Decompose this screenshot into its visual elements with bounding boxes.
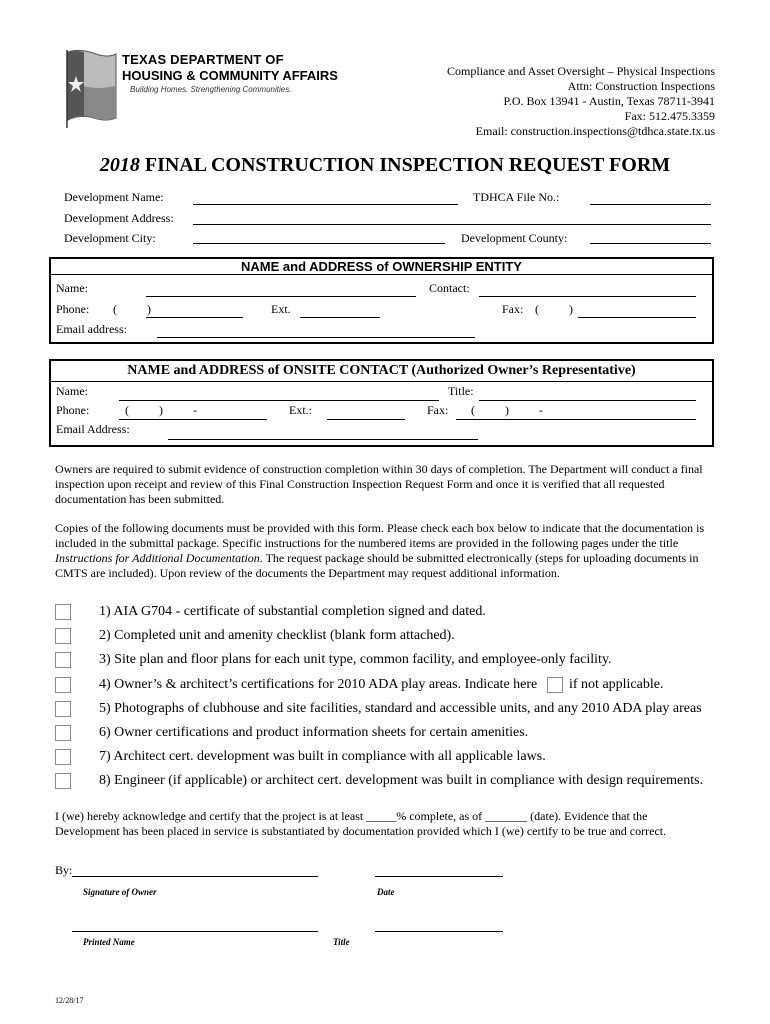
item-2-checkbox[interactable] xyxy=(55,628,71,644)
dev-address-field[interactable] xyxy=(193,224,711,225)
file-no-field[interactable] xyxy=(590,204,711,205)
item-5-checkbox[interactable] xyxy=(55,701,71,717)
onsite-fax-area: ( ) - xyxy=(471,403,543,417)
form-year: 2018 xyxy=(99,154,140,176)
signature-caption: Signature of Owner xyxy=(83,887,157,897)
form-title xyxy=(0,154,770,177)
onsite-fax-label: Fax: xyxy=(427,403,449,417)
signature-date-field[interactable] xyxy=(375,876,503,877)
dev-name-field[interactable] xyxy=(193,204,458,205)
onsite-name-label: Name: xyxy=(56,384,88,398)
owner-email-label: Email address: xyxy=(56,322,127,336)
owner-contact-field[interactable] xyxy=(479,296,696,297)
onsite-title-field[interactable] xyxy=(479,400,696,401)
instructions-title: Instructions for Additional Documentation xyxy=(55,551,260,565)
date-caption: Date xyxy=(377,887,395,897)
onsite-name-field[interactable] xyxy=(119,400,439,401)
item-3-label: 3) Site plan and floor plans for each unit type, common facility, and employee-only facility. xyxy=(99,652,612,667)
certification-statement: I (we) hereby acknowledge and certify that the project is at least _____% complete, as of _______ (date). Evidence that the Development has been placed in service is substantiated by documentation provided which I (we) certify to be true and correct. xyxy=(55,809,667,838)
owner-signature-field[interactable] xyxy=(72,876,318,877)
title-field[interactable] xyxy=(375,931,503,932)
form-title-text: FINAL CONSTRUCTION INSPECTION REQUEST FORM xyxy=(144,154,671,176)
address-line: Fax: 512.475.3359 xyxy=(624,109,715,123)
item-7-label: 7) Architect cert. development was built in compliance with all applicable laws. xyxy=(99,749,546,764)
address-line: Email: construction.inspections@tdhca.state.tx.us xyxy=(475,124,715,138)
onsite-phone-field[interactable] xyxy=(119,419,267,420)
documents-paragraph-text: Copies of the following documents must be provided with this form. Please check each box below to indicate that the documentation is included in the submittal package. Specific instructions for the numbered items are provided in the following pages under the title xyxy=(55,521,705,550)
owner-fax-area: ( ) xyxy=(535,302,573,316)
owner-fax-label: Fax: xyxy=(502,302,524,316)
title-caption: Title xyxy=(333,937,350,947)
owner-phone-label: Phone: xyxy=(56,302,90,316)
dev-county-label: Development County: xyxy=(461,231,568,245)
onsite-phone-area: ( ) - xyxy=(125,403,197,417)
item-3-checkbox[interactable] xyxy=(55,652,71,668)
item-4-not-applicable-checkbox[interactable] xyxy=(547,677,563,693)
item-1-checkbox[interactable] xyxy=(55,604,71,620)
ownership-entity-section xyxy=(49,257,714,344)
item-6-checkbox[interactable] xyxy=(55,725,71,741)
texas-flag-icon xyxy=(66,48,118,128)
item-2-label: 2) Completed unit and amenity checklist (blank form attached). xyxy=(99,628,455,643)
item-1-label: 1) AIA G704 - certificate of substantial completion signed and dated. xyxy=(99,604,486,619)
dev-county-field[interactable] xyxy=(590,243,711,244)
org-tagline: Building Homes. Strengthening Communities. xyxy=(130,85,292,94)
owner-contact-label: Contact: xyxy=(429,281,470,295)
item-4-label: 4) Owner’s & architect’s certifications for 2010 ADA play areas. Indicate here xyxy=(99,677,538,692)
org-name-line2: HOUSING & COMMUNITY AFFAIRS xyxy=(122,68,338,83)
owner-email-field[interactable] xyxy=(157,337,475,338)
item-4-not-applicable-label: if not applicable. xyxy=(569,677,664,692)
item-4-checkbox[interactable] xyxy=(55,677,71,693)
owner-name-field[interactable] xyxy=(146,296,416,297)
onsite-contact-section xyxy=(49,359,714,447)
item-8-checkbox[interactable] xyxy=(55,773,71,789)
item-5-label: 5) Photographs of clubhouse and site facilities, standard and accessible units, and any 2010 ADA play areas xyxy=(99,701,702,716)
dev-address-label: Development Address: xyxy=(64,211,174,225)
org-name-line1: TEXAS DEPARTMENT OF xyxy=(122,52,284,67)
file-no-label: TDHCA File No.: xyxy=(473,190,560,204)
dev-city-field[interactable] xyxy=(193,243,445,244)
dev-city-label: Development City: xyxy=(64,231,156,245)
onsite-title-label: Title: xyxy=(448,384,474,398)
owner-phone-area: ( ) xyxy=(113,302,151,316)
footer-revision-date: 12/28/17 xyxy=(55,996,84,1005)
documents-paragraph-text: . The request package should be submitted electronically (steps for uploading documents in CMTS are included). Upon review of the documents the Department may request additional information. xyxy=(55,551,699,580)
documents-paragraph xyxy=(55,521,715,581)
printed-name-caption: Printed Name xyxy=(83,937,135,947)
onsite-email-label: Email Address: xyxy=(56,422,130,436)
onsite-ext-label: Ext.: xyxy=(289,403,312,417)
owner-ext-label: Ext. xyxy=(271,302,291,316)
address-line: P.O. Box 13941 - Austin, Texas 78711-3941 xyxy=(503,94,715,108)
address-line: Attn: Construction Inspections xyxy=(567,79,715,93)
onsite-phone-label: Phone: xyxy=(56,403,90,417)
onsite-ext-field[interactable] xyxy=(327,419,405,420)
onsite-fax-field[interactable] xyxy=(456,419,696,420)
owner-phone-field[interactable] xyxy=(146,317,243,318)
requirements-paragraph: Owners are required to submit evidence of construction completion within 30 days of completion. The Department will conduct a final inspection upon receipt and review of this Final Construction Inspection Request Form and once it is verified that all requested documentation has been submitted. xyxy=(55,462,703,506)
item-7-checkbox[interactable] xyxy=(55,749,71,765)
printed-name-field[interactable] xyxy=(72,931,318,932)
item-8-label: 8) Engineer (if applicable) or architect cert. development was built in compliance with design requirements. xyxy=(99,773,704,788)
by-label: By: xyxy=(55,863,73,877)
owner-name-label: Name: xyxy=(56,281,88,295)
owner-ext-field[interactable] xyxy=(300,317,380,318)
dev-name-label: Development Name: xyxy=(64,190,164,204)
item-6-label: 6) Owner certifications and product information sheets for certain amenities. xyxy=(99,725,529,740)
owner-fax-field[interactable] xyxy=(578,317,696,318)
onsite-email-field[interactable] xyxy=(168,439,478,440)
address-block xyxy=(447,64,715,139)
ownership-entity-heading: NAME and ADDRESS of OWNERSHIP ENTITY xyxy=(51,259,712,275)
address-line: Compliance and Asset Oversight – Physical Inspections xyxy=(447,64,715,78)
onsite-contact-heading: NAME and ADDRESS of ONSITE CONTACT (Authorized Owner’s Representative) xyxy=(51,361,712,382)
